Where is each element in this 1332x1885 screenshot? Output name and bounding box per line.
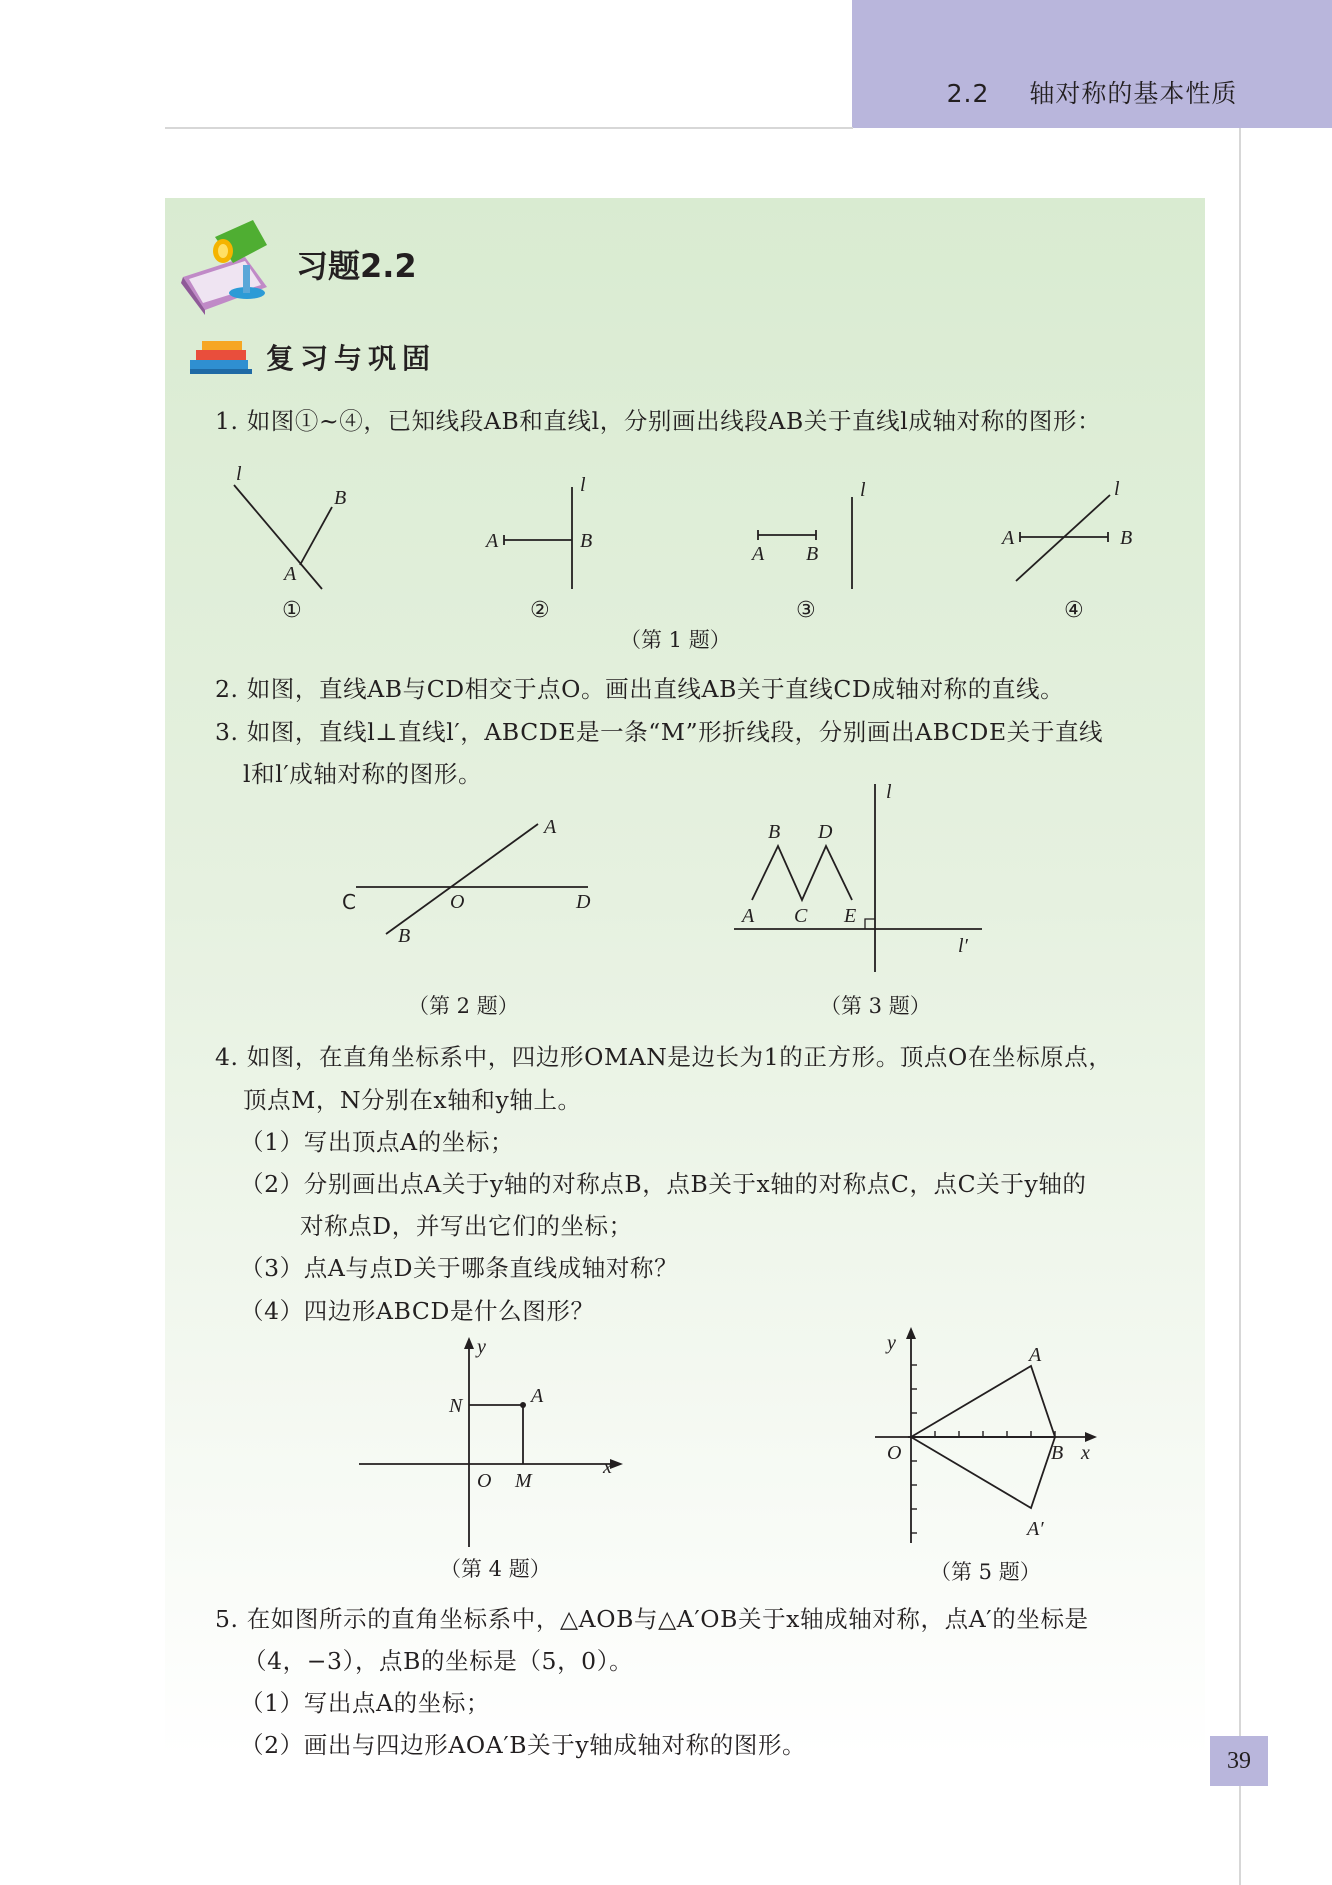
header-rule <box>165 127 853 129</box>
desk-lamp-book-icon <box>175 215 290 315</box>
fig5-Ap: A′ <box>1027 1518 1044 1540</box>
fig5-x: x <box>1081 1442 1090 1464</box>
problem-4-question-2-line-2: 对称点D，并写出它们的坐标； <box>300 1212 633 1240</box>
fig5-O: O <box>887 1442 902 1464</box>
fig4-x: x <box>603 1456 612 1478</box>
fig4-B-label: B <box>1120 527 1133 549</box>
fig4-M: M <box>515 1470 532 1492</box>
fig3-D: D <box>818 821 833 843</box>
sub-figure-number: ② <box>530 598 550 623</box>
problem-3-line-2: l和l′成轴对称的图形。 <box>243 760 483 788</box>
fig3-lp: l′ <box>958 935 968 957</box>
problem-4-line-2: 顶点M，N分别在x轴和y轴上。 <box>243 1086 582 1114</box>
page-number: 39 <box>1210 1736 1268 1786</box>
sub-figure-number: ④ <box>1064 598 1084 623</box>
figure-5 <box>875 1325 1105 1555</box>
fig4-A: A <box>531 1385 544 1407</box>
problem-1: 1. 如图①~④，已知线段AB和直线l，分别画出线段AB关于直线l成轴对称的图形： <box>215 407 1102 435</box>
figure-3 <box>720 780 1010 990</box>
fig2-l-label: l <box>580 474 586 496</box>
header-section-title: 轴对称的基本性质 <box>1029 79 1238 108</box>
fig1-A-label: A <box>284 563 297 585</box>
figure-2 <box>330 800 620 970</box>
fig3-l: l <box>886 781 892 803</box>
fig3-B-label: B <box>806 543 819 565</box>
books-icon <box>186 336 258 378</box>
fig4-l-label: l <box>1114 478 1120 500</box>
fig2-B: B <box>398 925 411 947</box>
fig2-D: D <box>576 891 591 913</box>
problem-5-question-1: （1）写出点A的坐标； <box>240 1689 491 1717</box>
problem-5-line-2: （4，−3），点B的坐标是（5，0）。 <box>243 1647 634 1675</box>
fig4-A-label: A <box>1002 527 1015 549</box>
fig3-E: E <box>844 905 857 927</box>
fig2-A: A <box>544 816 557 838</box>
figure-3-caption: （第 3 题） <box>820 994 931 1018</box>
figure-1-caption: （第 1 题） <box>620 628 731 652</box>
exercise-title: 习题2.2 <box>296 247 417 285</box>
fig5-A: A <box>1029 1344 1042 1366</box>
figure-1-part-4 <box>1000 478 1132 623</box>
problem-3-line-1: 3. 如图，直线l⊥直线l′，ABCDE是一条“M”形折线段，分别画出ABCDE关于直线 <box>215 718 1104 746</box>
right-margin-rule <box>1239 128 1241 1885</box>
fig2-O: O <box>450 891 465 913</box>
fig2-C: C <box>342 890 356 914</box>
problem-5-line-1: 5. 在如图所示的直角坐标系中，△AOB与△A′OB关于x轴成轴对称，点A′的坐标是 <box>215 1605 1089 1633</box>
fig4-y: y <box>477 1336 486 1358</box>
fig4-N: N <box>449 1395 463 1417</box>
sub-figure-number: ① <box>282 598 302 623</box>
figure-5-caption: （第 5 题） <box>930 1560 1041 1584</box>
figure-1-part-1 <box>234 463 346 623</box>
fig3-A: A <box>742 905 755 927</box>
fig3-A-label: A <box>752 543 765 565</box>
figure-4-caption: （第 4 题） <box>440 1557 551 1581</box>
figure-1-part-2 <box>484 474 592 623</box>
fig5-y: y <box>887 1332 896 1354</box>
figure-4 <box>355 1335 625 1555</box>
fig1-B-label: B <box>334 487 347 509</box>
running-header <box>852 74 1332 110</box>
fig5-B: B <box>1051 1442 1064 1464</box>
header-section-number: 2.2 <box>946 79 990 108</box>
figure-2-caption: （第 2 题） <box>408 994 519 1018</box>
problem-2: 2. 如图，直线AB与CD相交于点O。画出直线AB关于直线CD成轴对称的直线。 <box>215 675 1065 703</box>
fig3-B: B <box>768 821 781 843</box>
fig1-l-label: l <box>236 463 242 485</box>
fig3-C: C <box>794 905 808 927</box>
problem-4-question-3: （3）点A与点D关于哪条直线成轴对称？ <box>240 1254 679 1282</box>
fig2-B-label: B <box>580 530 593 552</box>
problem-5-question-2: （2）画出与四边形AOA′B关于y轴成轴对称的图形。 <box>240 1731 807 1759</box>
problem-4-question-4: （4）四边形ABCD是什么图形？ <box>240 1297 595 1325</box>
section-title: 复习与巩固 <box>266 342 437 375</box>
sub-figure-number: ③ <box>796 598 816 623</box>
problem-4-line-1: 4. 如图，在直角坐标系中，四边形OMAN是边长为1的正方形。顶点O在坐标原点， <box>215 1043 1113 1071</box>
figure-1-part-3 <box>750 479 866 623</box>
fig4-O: O <box>477 1470 492 1492</box>
fig3-l-label: l <box>860 479 866 501</box>
problem-4-question-2-line-1: （2）分别画出点A关于y轴的对称点B，点B关于x轴的对称点C，点C关于y轴的 <box>240 1170 1087 1198</box>
problem-4-question-1: （1）写出顶点A的坐标； <box>240 1128 515 1156</box>
fig2-A-label: A <box>486 530 499 552</box>
